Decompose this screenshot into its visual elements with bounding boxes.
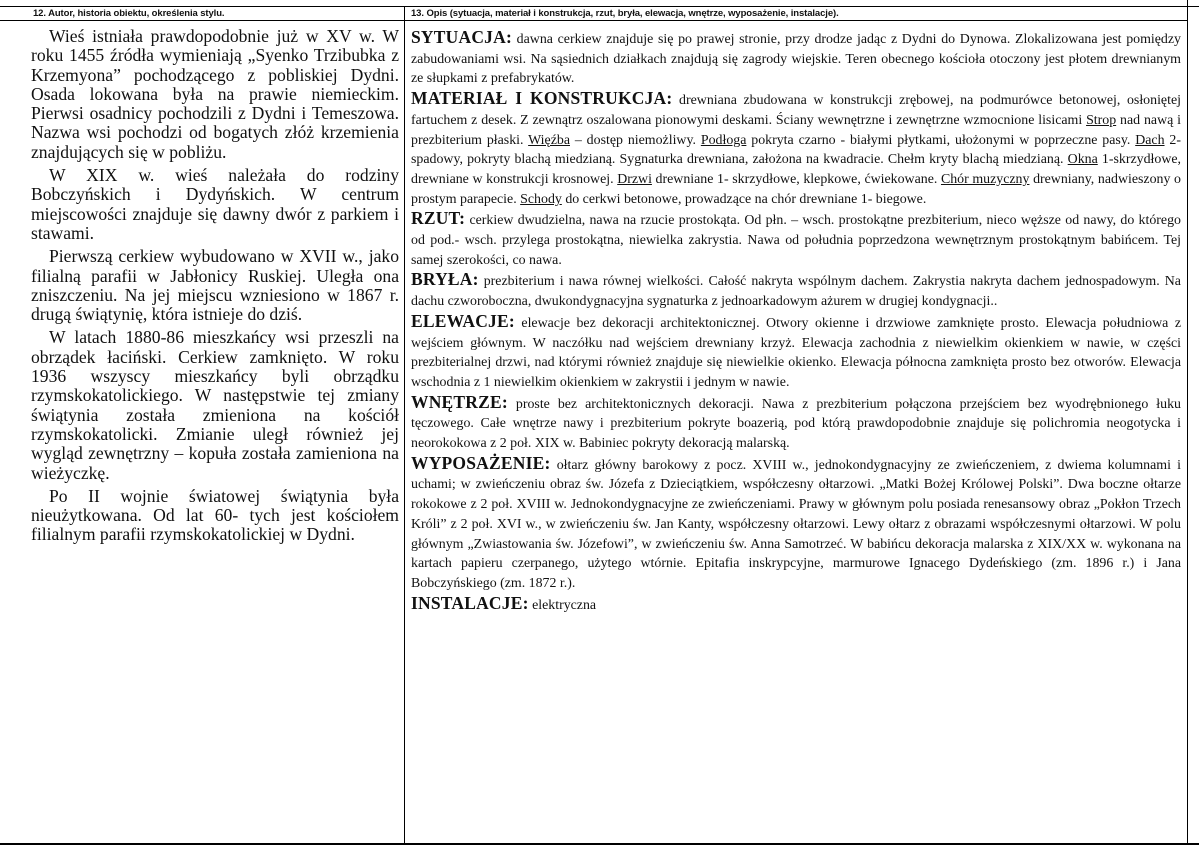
left-header-rule	[0, 20, 404, 21]
strop-term: Strop	[1086, 112, 1117, 128]
bryla-heading: BRYŁA:	[411, 269, 479, 290]
dach-term: Dach	[1135, 132, 1165, 148]
bryla-paragraph	[411, 270, 1181, 311]
chor-term: Chór muzyczny	[940, 171, 1030, 187]
material-heading: MATERIAŁ I KONSTRUKCJA:	[411, 88, 673, 109]
rzut-paragraph	[411, 209, 1181, 270]
elewacje-paragraph	[411, 312, 1181, 393]
material-text: drewniana zbudowana w konstrukcji zrębowej, na podmurówce betonowej, osłoniętej fartuchem z desek. Z zewnątrz oszalowana pionowymi deskami. Ściany wewnętrzne i zewnętrzne wzmocnione lisicami	[411, 93, 1181, 128]
history-paragraph: Po II wojnie światowej świątynia była nieużytkowana. Od lat 60- tych jest kościołem filialnym parafii rzymskokatolickiej w Dydni.	[31, 485, 399, 545]
material-text: – dostęp niemożliwy.	[569, 132, 701, 148]
right-border	[1187, 0, 1188, 845]
okna-term: Okna	[1067, 152, 1098, 168]
description-section-header: 13. Opis (sytuacja, materiał i konstrukcja, rzut, bryła, elewacja, wnętrze, wyposażenie, instalacje).	[411, 8, 839, 19]
material-text: drewniany, nadwieszony o prostym parapecie.	[411, 171, 1181, 207]
sytuacja-text: dawna cerkiew znajduje się po prawej stronie, przy drodze jadąc z Dydni do Dynowa. Zlokalizowana jest pomiędzy zabudowaniami wsi. Na sąsiednich działkach znajdują się zagrody wiejskie. Teren obecnego kościoła otoczony jest płotem drewnianym ze słupkami z prefabrykatów.	[411, 32, 1181, 87]
history-paragraph: Wieś istniała prawdopodobnie już w XV w. W roku 1455 źródła wymieniają „Syenko Trzibubka z Krzemyona” pochodzącego z pobliskiej Dydni. Osada lokowana była na prawie niemieckim. Pierwsi osadnicy pochodzili z Dydni i Temeszowa. Nazwa wsi pochodzi od bogatych złóż krzemienia znajdujących się w pobliżu.	[31, 26, 399, 162]
sytuacja-paragraph	[411, 28, 1181, 89]
material-paragraph	[411, 89, 1181, 209]
material-text: pokryta czarno - białymi płytkami, ułożonymi w poprzeczne pasy.	[746, 132, 1136, 148]
bottom-border	[0, 843, 1199, 845]
schody-term: Schody	[520, 191, 562, 207]
description-column	[411, 28, 1181, 615]
drzwi-term: Drzwi	[617, 171, 652, 187]
instalacje-heading: INSTALACJE:	[411, 592, 529, 613]
top-border	[0, 6, 1199, 7]
wyposazenie-paragraph	[411, 454, 1181, 594]
podloga-term: Podłoga	[700, 132, 747, 148]
instalacje-text: elektryczna	[532, 597, 597, 613]
wyposazenie-text: ołtarz główny barokowy z pocz. XVIII w., jednokondygnacyjny ze zwieńczeniem, z dwiema kolumnami i uchami; w zwieńczeniu obraz św. Józefa z Dzieciątkiem, współczesny ołtarzowi. „Matki Bożej Królowej Polski”. Dwa boczne ołtarze rokokowe z 2 poł. XVIII w. Jednokondygnacyjne ze zwieńczeniami. Prawy w głównym polu posiada renesansowy obraz „Pokłon Trzech Króli” z 2 poł. XVI w., w zwieńczeniu św. Jan Kanty, współczesny ołtarzowi. Lewy ołtarz z obrazami współczesnymi ołtarzowi. W polu głównym „Zwiastowania św. Józefowi”, w zwieńczeniu św. Anna Samotrzeć. W babińcu dekoracja malarska z XIX/XX w. wykonana na kartach papieru czerpanego, użytego wtórnie. Epitafia inskrypcyjne, marmurowe Ignacego Dydeńskiego (zm. 1896 r.) i Jana Bobczyńskiego (zm. 1872 r.).	[411, 457, 1181, 591]
material-text: 1-skrzydłowe, drewniane w konstrukcji krosnowej.	[411, 152, 1181, 187]
material-text: do cerkwi betonowe, prowadzące na chór drewniane 1- biegowe.	[561, 191, 927, 207]
bryla-text: prezbiterium i nawa równej wielkości. Całość nakryta wspólnym dachem. Zakrystia nakryta dachem jednospadowym. Na dachu czworoboczna, dwukondygnacyjna sygnaturka z jednoarkadowym ażurem w drugiej kondygnacji..	[411, 274, 1181, 310]
wnetrze-text: proste bez architektonicznych dekoracji. Nawa z prezbiterium połączona przejściem bez wyodrębnionego łuku tęczowego. Całe wnętrze nawy i prezbiterium pokryte boazerią, pod którą prawdopodobnie znajduje się polichromia neogotycka i neorokokowa z 2 poł. XIX w. Babiniec pokryty dekoracją malarską.	[411, 396, 1181, 452]
wyposazenie-heading: WYPOSAŻENIE:	[411, 452, 551, 473]
wnetrze-heading: WNĘTRZE:	[411, 391, 508, 412]
material-text: nad nawą i prezbiterium płaski.	[411, 112, 1181, 148]
wiezba-term: Więźba	[528, 132, 570, 148]
elewacje-heading: ELEWACJE:	[411, 310, 515, 331]
rzut-text: cerkiew dwudzielna, nawa na rzucie prostokąta. Od płn. – wsch. prostokątne prezbiterium, nieco węższe od nawy, do którego od pod.- wsch. przylega prostokątna, niewielka zakrystia. Nawa od południa poprzedzona wewnętrznym prostokątnym babińcem. Tej samej szerokości, co nawa.	[411, 213, 1181, 268]
history-paragraph: W XIX w. wieś należała do rodziny Bobczyńskich i Dydyńskich. W centrum miejscowości znajduje się dawny dwór z parkiem i stawami.	[31, 165, 399, 243]
material-text: 2- spadowy, pokryty blachą miedzianą. Sygnaturka drewniana, założona na kwadracie. Chełm kryty blachą miedzianą.	[411, 132, 1181, 168]
wnetrze-paragraph	[411, 393, 1181, 454]
history-column	[31, 27, 399, 549]
elewacje-text: elewacje bez dekoracji architektonicznej. Otwory okienne i drzwiowe zamknięte prosto. Elewacja południowa z wejściem głównym. W naczółku nad wejściem drewniany krzyż. Elewacja zachodnia z niewielkim okienkiem w nawie, w części prezbiterialnej drzwi, nad którymi również znajduje się niewielkie okienko. Elewacja północna zamknięta prosto bez otworów. Elewacja wschodnia z 1 niewielkim okienkiem w zakrystii i jednym w nawie.	[411, 315, 1181, 390]
right-header-rule	[405, 20, 1187, 21]
instalacje-paragraph	[411, 594, 1181, 616]
history-paragraph: Pierwszą cerkiew wybudowano w XVII w., jako filialną parafii w Jabłonicy Ruskiej. Uległa ona zniszczeniu. Na jej miejscu wzniesiono w 1867 r. drugą świątynię, która istnieje do dziś.	[31, 246, 399, 325]
history-section-header: 12. Autor, historia obiektu, określenia stylu.	[33, 8, 225, 19]
history-paragraph: W latach 1880-86 mieszkańcy wsi przeszli na obrządek łaciński. Cerkiew zamknięto. W roku 1936 wszyscy mieszkańcy byli obrządku rzymskokatolickiego. W następstwie tej zmiany świątynia została zmieniona na kościół rzymskokatolicki. Zmianie uległ również jej wygląd zewnętrzny – kopuła została zamieniona na wieżyczkę.	[31, 327, 399, 483]
material-text: drewniane 1- skrzydłowe, klepkowe, ćwiekowane.	[651, 171, 941, 187]
column-divider	[404, 6, 405, 843]
sytuacja-heading: SYTUACJA:	[411, 27, 512, 47]
rzut-heading: RZUT:	[411, 208, 466, 229]
